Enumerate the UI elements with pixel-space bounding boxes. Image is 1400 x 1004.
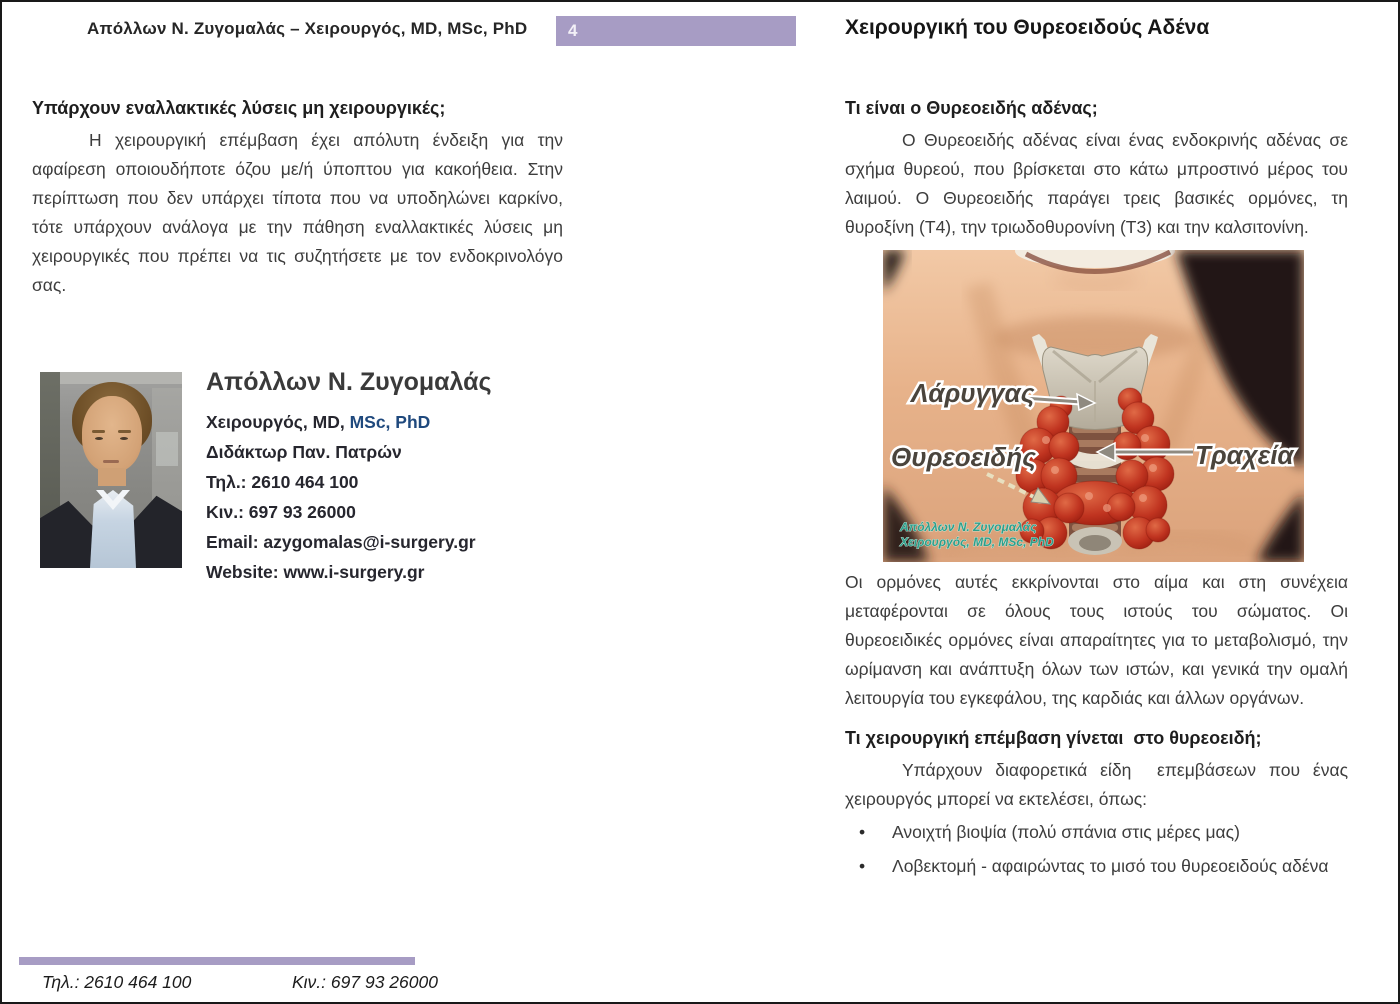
doctor-title xyxy=(206,407,492,437)
list-item xyxy=(845,852,1348,881)
photo-brow xyxy=(118,430,131,433)
bullet-marker: • xyxy=(859,856,866,876)
list-item-text: Λοβεκτομή - αφαιρώντας το μισό του θυρεοειδούς αδένα xyxy=(892,856,1329,876)
bullet-marker: • xyxy=(859,822,866,842)
doctor-mobile: Κιν.: 697 93 26000 xyxy=(206,502,356,522)
right-paragraph-1: Ο Θυρεοειδής αδένας είναι ένας ενδοκρινής αδένας σε σχήμα θυρεού, που βρίσκεται στο κάτω μπροστινό μέρος του λαιμού. Ο Θυρεοειδής παράγει τρεις βασικές ορμόνες, τη θυροξίνη (Τ4), την τριωδοθυρονίνη (Τ3) και την καλσιτονίνη. xyxy=(845,130,1348,237)
list-item-text: Ανοιχτή βιοψία (πολύ σπάνια στις μέρες μας) xyxy=(892,822,1240,842)
right-column xyxy=(845,98,1353,886)
left-paragraph: Η χειρουργική επέμβαση έχει απόλυτη ένδειξη για την αφαίρεση οποιουδήποτε όζου με/ή ύποπτου για κακοήθεια. Στην περίπτωση που δεν υπάρχει τίποτα που να υποδηλώνει καρκίνο, τότε υπάρχουν ανάλογα με την πάθηση εναλλακτικές λύσεις μη χειρουργικές που πρέπει να τις συζητήσετε με τον ενδοκρινολόγο σας. xyxy=(32,130,563,295)
right-heading-1: Τι είναι ο Θυρεοειδής αδένας; xyxy=(845,98,1098,118)
photo-mouth xyxy=(103,460,119,463)
doctor-title-suffix: MSc, PhD xyxy=(349,412,431,432)
doctor-photo xyxy=(40,372,182,568)
photo-brow xyxy=(92,430,105,433)
left-heading: Υπάρχουν εναλλακτικές λύσεις μη χειρουργικές; xyxy=(32,98,446,118)
page-number: 4 xyxy=(568,21,578,40)
footer-mobile: Κιν.: 697 93 26000 xyxy=(292,972,438,992)
doctor-profile-card xyxy=(40,368,492,587)
list-item xyxy=(845,818,1348,847)
photo-eye xyxy=(95,437,103,440)
doctor-title-prefix: Χειρουργός, MD, xyxy=(206,412,350,432)
doctor-contact-info xyxy=(206,368,492,587)
doctor-degree: Διδάκτωρ Παν. Πατρών xyxy=(206,442,402,462)
label-larynx: Λάρυγγας xyxy=(911,378,1035,408)
right-heading-2: Τι χειρουργική επέμβαση γίνεται στο θυρεοειδή; xyxy=(845,728,1262,748)
photo-background-paper xyxy=(156,432,178,466)
page-number-badge xyxy=(556,16,796,46)
photo-neck-shape xyxy=(98,468,126,486)
photo-eye xyxy=(120,437,128,440)
label-thyroid: Θυρεοειδής xyxy=(891,442,1036,472)
header-author-title: Απόλλων Ν. Ζυγομαλάς – Χειρουργός, MD, MSc, PhD xyxy=(87,19,528,38)
surgery-types-list xyxy=(845,818,1348,881)
figure-watermark-line2: Χειρουργός, MD, MSc, PhD xyxy=(900,535,1054,549)
label-trachea: Τραχεία xyxy=(1195,440,1294,470)
right-paragraph-2: Οι ορμόνες αυτές εκκρίνονται στο αίμα και στη συνέχεια μεταφέρονται σε όλους τους ιστούς του σώματος. Οι θυρεοειδικές ορμόνες είναι απαραίτητες για το μεταβολισμό, την ωρίμανση και ανάπτυξη όλων των ιστών, και γενικά την ομαλή λειτουργία του εγκεφάλου, της καρδιάς και άλλων οργάνων. xyxy=(845,572,1348,708)
doctor-name: Απόλλων Ν. Ζυγομαλάς xyxy=(206,368,492,396)
thyroid-anatomy-figure xyxy=(883,250,1304,562)
doctor-phone: Τηλ.: 2610 464 100 xyxy=(206,472,359,492)
left-column xyxy=(32,98,563,300)
thyroid-anatomy-illustration xyxy=(883,250,1304,562)
figure-watermark-line1: Απόλλων Ν. Ζυγομαλάς xyxy=(900,520,1037,534)
page-title: Χειρουργική του Θυρεοειδούς Αδένα xyxy=(845,16,1210,39)
footer-accent-bar xyxy=(19,957,415,965)
doctor-email: Email: azygomalas@i-surgery.gr xyxy=(206,532,476,552)
right-paragraph-3: Υπάρχουν διαφορετικά είδη επεμβάσεων που ένας χειρουργός μπορεί να εκτελέσει, όπως: xyxy=(845,760,1353,809)
footer-phone: Τηλ.: 2610 464 100 xyxy=(42,972,192,992)
doctor-website: Website: www.i-surgery.gr xyxy=(206,562,425,582)
